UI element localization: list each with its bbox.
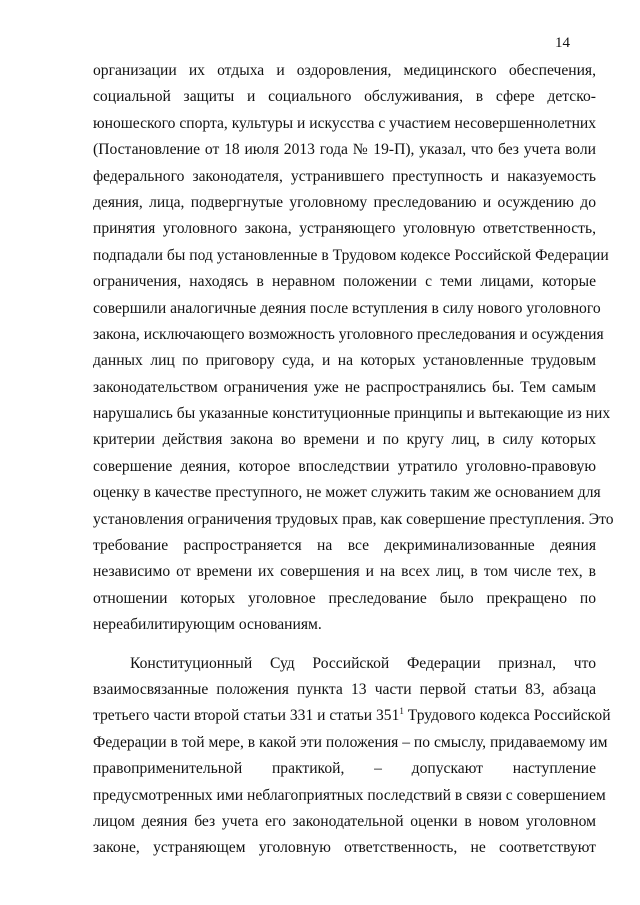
text-line: законодательством ограничения уже не распространялись бы. Тем самым bbox=[93, 378, 596, 396]
text-line: отношении которых уголовное преследование было прекращено по bbox=[93, 589, 596, 607]
paragraph-1 bbox=[93, 58, 614, 639]
text-line: юношеского спорта, культуры и искусства с участием несовершеннолетних bbox=[93, 114, 597, 132]
text-line: независимо от времени их совершения и на всех лиц, в том числе тех, в bbox=[93, 563, 596, 581]
text-line: организации их отдыха и оздоровления, медицинского обеспечения, bbox=[93, 62, 596, 79]
text-segment: Трудового кодекса Российской bbox=[403, 707, 611, 725]
text-line: (Постановление от 18 июля 2013 года № 19-П), указал, что без учета воли bbox=[93, 141, 596, 159]
document-body bbox=[93, 58, 614, 862]
text-line: критерии действия закона во времени и по кругу лиц, в силу которых bbox=[93, 431, 596, 449]
text-line: предусмотренных ими неблагоприятных последствий в связи с совершением bbox=[93, 786, 606, 804]
text-line-with-footnote bbox=[93, 703, 611, 729]
text-line: взаимосвязанные положения пункта 13 части первой статьи 83, абзаца bbox=[93, 680, 596, 698]
text-line: ограничения, находясь в неравном положении с теми лицами, которые bbox=[93, 273, 596, 291]
text-line: совершение деяния, которое впоследствии утратило уголовно-правовую bbox=[93, 457, 596, 475]
text-line: Конституционный Суд Российской Федерации признал, что bbox=[130, 654, 596, 672]
text-line: совершили аналогичные деяния после вступления в силу нового уголовного bbox=[93, 299, 601, 317]
text-line: правоприменительной практикой, – допускают наступление bbox=[93, 760, 596, 778]
text-line: закона, исключающего возможность уголовного преследования и осуждения bbox=[93, 325, 604, 343]
text-line: Федерации в той мере, в какой эти положения – по смыслу, придаваемому им bbox=[93, 733, 608, 751]
footnote-marker: 1 bbox=[399, 706, 404, 717]
paragraph-2 bbox=[93, 651, 611, 862]
text-line: лицом деяния без учета его законодательной оценки в новом уголовном bbox=[93, 812, 596, 830]
text-line: требование распространяется на все декриминализованные деяния bbox=[93, 537, 596, 555]
text-line: данных лиц по приговору суда, и на которых установленные трудовым bbox=[93, 352, 596, 370]
text-line: нереабилитирующим основаниям. bbox=[93, 616, 322, 634]
text-line: принятия уголовного закона, устраняющего уголовную ответственность, bbox=[93, 220, 596, 238]
text-line: подпадали бы под установленные в Трудовом кодексе Российской Федерации bbox=[93, 246, 609, 264]
text-line: оценку в качестве преступного, не может служить таким же основанием для bbox=[93, 484, 601, 502]
text-line: деяния, лица, подвергнутые уголовному преследованию и осуждению до bbox=[93, 193, 596, 211]
text-line: нарушались бы указанные конституционные принципы и вытекающие из них bbox=[93, 405, 611, 423]
text-segment: третьего части второй статьи 331 и статьи 351 bbox=[93, 707, 400, 725]
text-line: установления ограничения трудовых прав, как совершение преступления. Это bbox=[93, 510, 614, 528]
text-line: социальной защиты и социального обслуживания, в сфере детско- bbox=[93, 88, 596, 106]
text-line: федерального законодателя, устранившего преступность и наказуемость bbox=[93, 167, 596, 185]
text-line: законе, устраняющем уголовную ответственность, не соответствуют bbox=[93, 839, 596, 857]
page-number: 14 bbox=[555, 35, 570, 51]
